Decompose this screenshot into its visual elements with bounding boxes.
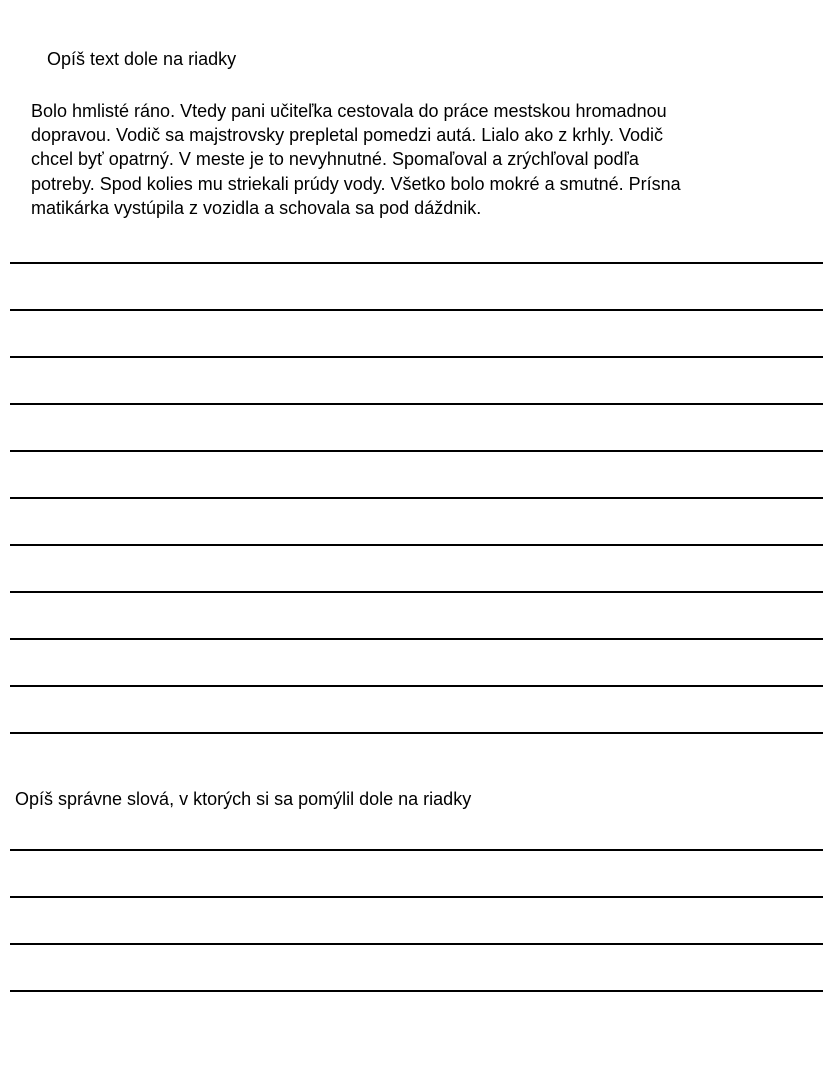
passage-line: Bolo hmlisté ráno. Vtedy pani učiteľka cestovala do práce mestskou hromadnou: [31, 101, 667, 121]
passage-line: potreby. Spod kolies mu striekali prúdy vody. Všetko bolo mokré a smutné. Prísna: [31, 173, 681, 194]
writing-line: [10, 685, 823, 687]
instruction-copy-text: Opíš text dole na riadky: [47, 49, 237, 69]
writing-line: [10, 544, 823, 546]
writing-line: [10, 309, 823, 311]
writing-line: [10, 497, 823, 499]
writing-line: [10, 262, 823, 264]
writing-line: [10, 849, 823, 851]
writing-line: [10, 732, 823, 734]
writing-line: [10, 896, 823, 898]
passage-line: chcel byť opatrný. V meste je to nevyhnutné. Spomaľoval a zrýchľoval podľa: [31, 149, 639, 170]
writing-line: [10, 450, 823, 452]
writing-line: [10, 591, 823, 593]
instruction-correct-words: Opíš správne slová, v ktorých si sa pomýlil dole na riadky: [15, 789, 472, 809]
writing-line: [10, 943, 823, 945]
passage-line: dopravou. Vodič sa majstrovsky prepletal pomedzi autá. Lialo ako z krhly. Vodič: [31, 125, 663, 146]
writing-line: [10, 356, 823, 358]
writing-line: [10, 638, 823, 640]
passage-line: matikárka vystúpila z vozidla a schovala sa pod dáždnik.: [31, 197, 482, 218]
writing-line: [10, 403, 823, 405]
writing-line: [10, 990, 823, 992]
passage-text: [31, 99, 831, 220]
